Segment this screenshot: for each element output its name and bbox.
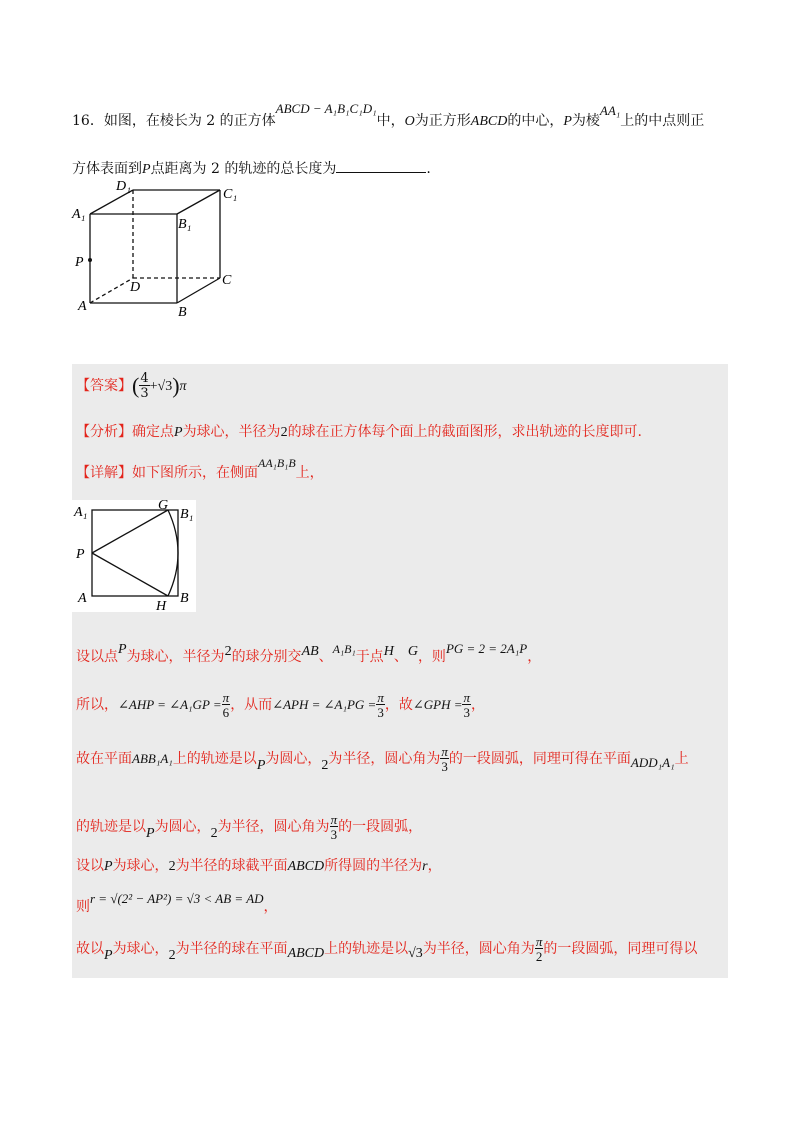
answer-fraction: $\frac{4}{3}$ xyxy=(140,371,149,401)
answer-panel xyxy=(72,364,728,978)
cube-figure xyxy=(70,178,250,318)
label-a1: A₁ xyxy=(72,207,86,222)
cube-name: ABCD − A₁B₁C₁D₁ xyxy=(275,101,377,116)
face-label-b1: B₁ xyxy=(180,507,194,522)
analysis-tag: 【分析】 xyxy=(76,424,132,440)
label-b: B xyxy=(178,305,187,318)
face-label-b: B xyxy=(180,591,189,606)
answer-line: 【答案】( $\frac{4}{3}$ +√3)π xyxy=(76,371,187,401)
face-label-a1: A₁ xyxy=(74,505,88,520)
label-d: D xyxy=(130,280,141,295)
question-line-2: 方体表面到P点距离为 2 的轨迹的总长度为 . xyxy=(72,158,431,178)
analysis-line: 【分析】确定点P为球心，半径为2的球在正方体每个面上的截面图形，求出轨迹的长度即可. xyxy=(76,424,643,440)
question-number: 16． xyxy=(72,113,104,129)
detail-line-4: 的轨迹是以P为圆心，2为半径，圆心角为 $\frac{\pi}{3}$ 的一段圆弧， xyxy=(76,812,423,842)
answer-blank xyxy=(336,158,426,173)
label-c1: C₁ xyxy=(223,187,238,202)
label-p: P xyxy=(75,255,84,270)
point-p xyxy=(88,258,92,262)
answer-tag: 【答案】 xyxy=(76,378,132,394)
label-b1: B₁ xyxy=(178,217,192,232)
label-c: C xyxy=(222,273,232,288)
detail-tag: 【详解】 xyxy=(76,465,132,481)
detail-line-6: 则r = √(2² − AP²) = √3 < AB = AD， xyxy=(76,891,278,915)
face-label-p: P xyxy=(76,547,85,562)
detail-line-2: 所以，∠AHP = ∠A₁GP = $\frac{\pi}{6}$ ，从而∠APH = ∠A₁PG = $\frac{\pi}{3}$ ，故∠GPH = $\frac{\pi}{3}$ ， xyxy=(76,690,485,720)
face-label-h: H xyxy=(156,599,167,612)
detail-line: 【详解】如下图所示，在侧面AA₁B₁B上， xyxy=(76,456,324,481)
detail-line-5: 设以P为球心，2为半径的球截平面ABCD所得圆的半径为r， xyxy=(76,858,442,874)
face-label-g: G xyxy=(158,500,169,513)
question-line-1: 16．如图，在棱长为 2 的正方体ABCD − A₁B₁C₁D₁中，O为正方形ABCD的中心，P为棱AA₁上的中点则正 xyxy=(72,101,705,129)
detail-line-1: 设以点P为球心，半径为2的球分别交AB、A₁B₁于点H、G，则PG = 2 = 2A₁P， xyxy=(76,641,542,665)
detail-line-7: 故以P为球心，2为半径的球在平面ABCD上的轨迹是以√3为半径，圆心角为 $\frac{\pi}{2}$ 的一段圆弧，同理可得以 xyxy=(76,934,698,964)
label-a: A xyxy=(78,299,87,314)
label-d1: D₁ xyxy=(116,179,131,194)
face-label-a: A xyxy=(78,591,87,606)
detail-line-3: 故在平面ABB₁A₁上的轨迹是以P为圆心，2为半径，圆心角为 $\frac{\pi}{3}$ 的一段圆弧，同理可得在平面ADD₁A₁上 xyxy=(76,744,689,774)
face-figure xyxy=(72,500,196,612)
